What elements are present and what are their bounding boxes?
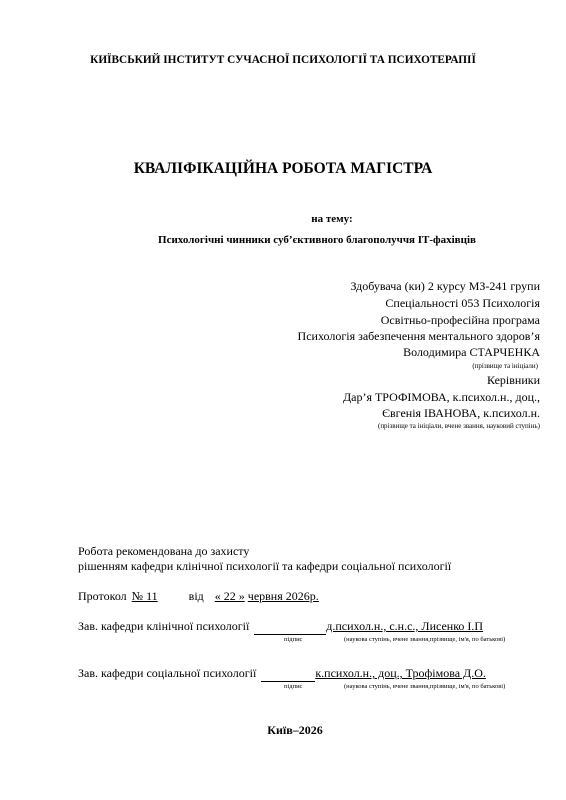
protocol-label: Протокол — [78, 589, 127, 603]
signature-blank-social — [261, 666, 315, 682]
signature-hint-sign-clinical: підпис — [284, 636, 303, 643]
institute-name: КИЇВСЬКИЙ ІНСТИТУТ СУЧАСНОЇ ПСИХОЛОГІЇ ТА ПСИХОТЕРАПІЇ — [90, 54, 476, 66]
signature-hint-details-social: (наукова ступінь, вчене звання,прізвище, ім'я, по батькові) — [344, 683, 506, 690]
work-title: КВАЛІФІКАЦІЙНА РОБОТА МАГІСТРА — [133, 160, 433, 177]
supervisors-label: Керівники — [487, 373, 540, 387]
supervisors-hint: (прізвище та ініціали, вчене звання, науковий ступінь) — [377, 422, 540, 430]
student-program-name: Психологія забезпечення ментального здоров’я — [297, 329, 540, 343]
thesis-topic: Психологічні чинники суб’єктивного благополуччя ІТ-фахівців — [158, 234, 476, 246]
student-course-group: Здобувача (ки) 2 курсу МЗ-241 групи — [350, 279, 540, 293]
signature-label-social: Зав. кафедри соціальної психології — [78, 666, 257, 680]
protocol-day: « 22 » — [214, 589, 245, 603]
supervisor-2: Євгенія ІВАНОВА, к.психол.н. — [382, 406, 540, 420]
protocol-number: № 11 — [131, 589, 158, 603]
recommendation-line-2: рішенням кафедри клінічної психології та кафедри соціальної психології — [78, 559, 452, 573]
student-specialty: Спеціальності 053 Психологія — [385, 296, 540, 310]
student-name: Володимира СТАРЧЕНКА — [403, 345, 540, 359]
protocol-line — [78, 589, 319, 604]
recommendation-line-1: Робота рекомендована до захисту — [78, 544, 250, 558]
protocol-from: від — [188, 589, 204, 603]
student-name-hint: (прізвище та ініціали) — [472, 362, 538, 370]
supervisor-1: Дар’я ТРОФІМОВА, к.психол.н., доц., — [342, 390, 540, 404]
signature-row-social — [78, 666, 486, 682]
signature-value-social: к.психол.н., доц., Трофімова Д.О. — [315, 666, 486, 680]
on-topic-label: на тему: — [311, 213, 353, 225]
signature-hint-details-clinical: (наукова ступінь, вчене звання,прізвище, ім'я, по батькові) — [344, 636, 506, 643]
city-year: Київ–2026 — [267, 723, 323, 737]
protocol-month-year: червня 2026р. — [247, 589, 319, 603]
signature-row-clinical — [78, 619, 483, 635]
signature-blank-clinical — [254, 619, 326, 635]
signature-hint-sign-social: підпис — [284, 683, 303, 690]
student-program-type: Освітньо-професійна програма — [380, 313, 540, 327]
signature-label-clinical: Зав. кафедри клінічної психології — [78, 619, 250, 633]
signature-value-clinical: д.психол.н., с.н.с., Лисенко І.П — [326, 619, 484, 633]
